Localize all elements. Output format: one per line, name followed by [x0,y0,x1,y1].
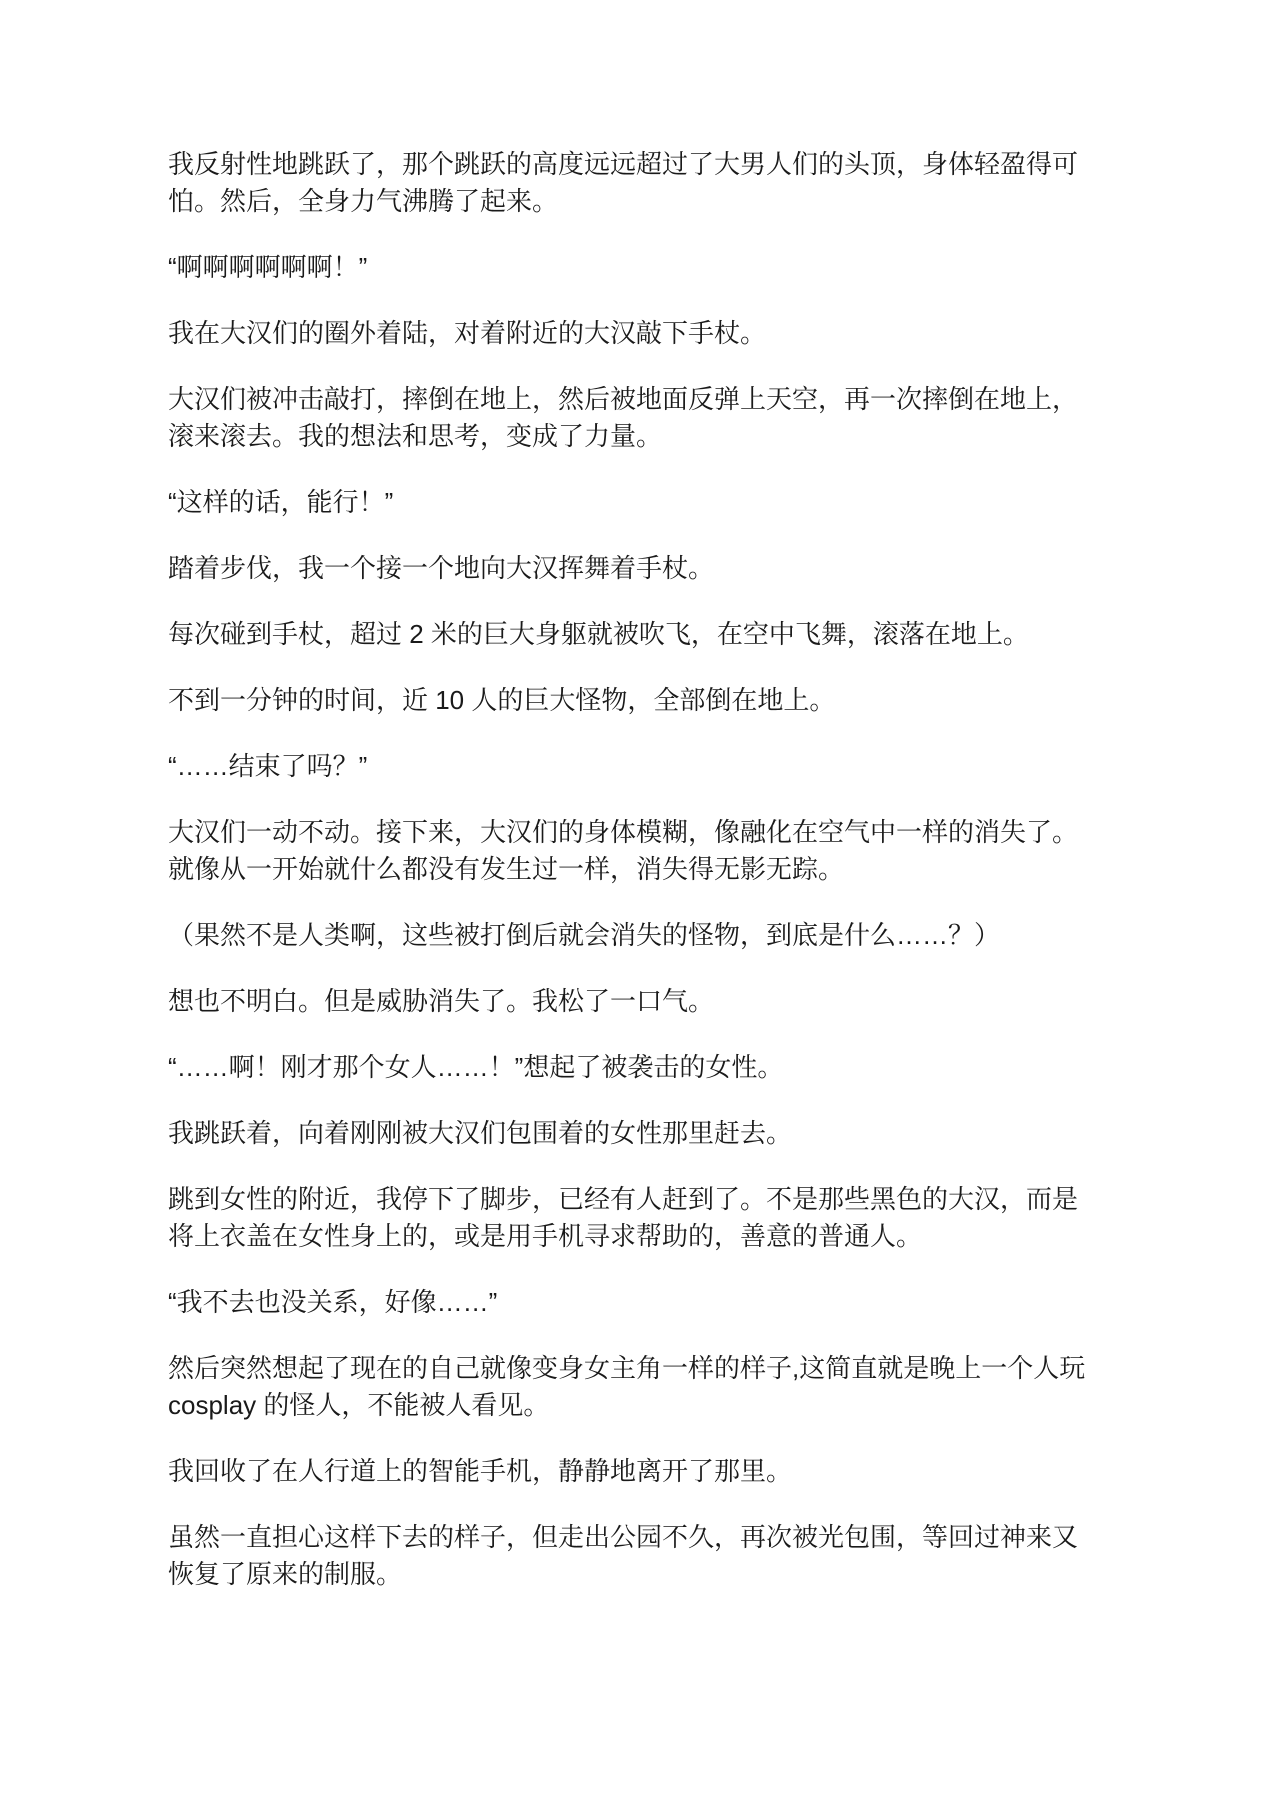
paragraph: （果然不是人类啊，这些被打倒后就会消失的怪物，到底是什么……？） [168,920,1001,950]
paragraph: “……啊！刚才那个女人……！”想起了被袭击的女性。 [168,1052,784,1082]
paragraph: 然后突然想起了现在的自己就像变身女主角一样的样子,这简直就是晚上一个人玩 cosplay 的怪人，不能被人看见。 [168,1353,1086,1420]
paragraph: “这样的话，能行！” [168,487,394,517]
paragraph: 我在大汉们的圈外着陆，对着附近的大汉敲下手杖。 [168,318,767,348]
paragraph: 我跳跃着，向着刚刚被大汉们包围着的女性那里赶去。 [168,1118,793,1148]
paragraph: 我回收了在人行道上的智能手机，静静地离开了那里。 [168,1456,793,1486]
paragraph: 大汉们一动不动。接下来，大汉们的身体模糊，像融化在空气中一样的消失了。就像从一开始就什么都没有发生过一样，消失得无影无踪。 [168,817,1079,884]
paragraph: 大汉们被冲击敲打，摔倒在地上，然后被地面反弹上天空，再一次摔倒在地上，滚来滚去。我的想法和思考，变成了力量。 [168,384,1079,451]
paragraph: 我反射性地跳跃了，那个跳跃的高度远远超过了大男人们的头顶，身体轻盈得可怕。然后，全身力气沸腾了起来。 [168,149,1079,216]
paragraph: 踏着步伐，我一个接一个地向大汉挥舞着手杖。 [168,553,715,583]
page-content [168,146,1088,1593]
paragraph: “……结束了吗？” [168,751,368,781]
paragraph: 每次碰到手杖，超过 2 米的巨大身躯就被吹飞，在空中飞舞，滚落在地上。 [168,619,1029,649]
paragraph: 虽然一直担心这样下去的样子，但走出公园不久，再次被光包围，等回过神来又恢复了原来的制服。 [168,1522,1079,1589]
paragraph: 不到一分钟的时间，近 10 人的巨大怪物，全部倒在地上。 [168,685,836,715]
paragraph: “啊啊啊啊啊啊！” [168,252,368,282]
paragraph: 跳到女性的附近，我停下了脚步，已经有人赶到了。不是那些黑色的大汉，而是将上衣盖在女性身上的，或是用手机寻求帮助的，善意的普通人。 [168,1184,1079,1251]
paragraph: 想也不明白。但是威胁消失了。我松了一口气。 [168,986,715,1016]
paragraph: “我不去也没关系，好像……” [168,1287,498,1317]
